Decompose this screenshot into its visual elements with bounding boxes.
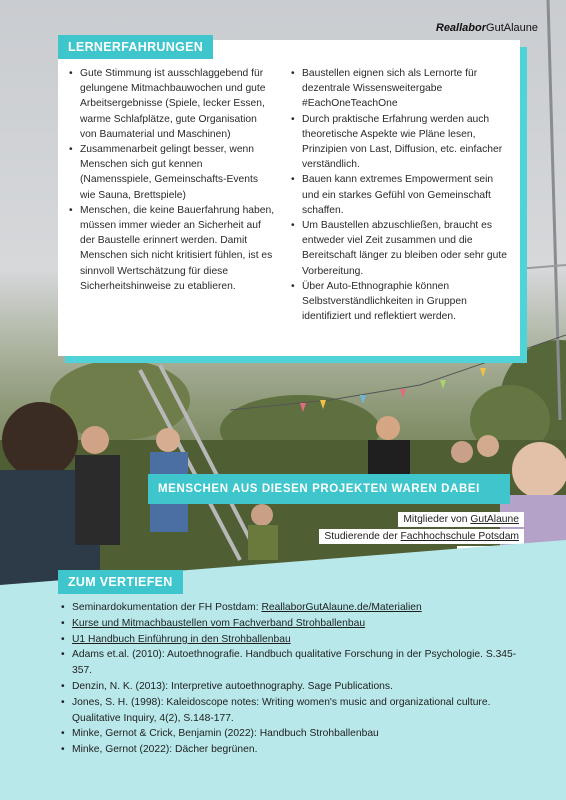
learning-item: • Um Baustellen abzuschließen, braucht es entweder viel Zeit zusammen und die Bereitschaft länger zu bleiben oder sehr gute Vorbereitung. [290, 218, 510, 279]
learning-item: • Bauen kann extremes Empowerment sein und ein starkes Gefühl von Gemeinschaft schaffen. [290, 172, 510, 218]
learning-item: • Über Auto-Ethnographie können Selbstverständlichkeiten in Gruppen identifiziert und reflektiert werden. [290, 279, 510, 325]
learning-item: • Menschen, die keine Bauerfahrung haben, müssen immer wieder an Sicherheit auf der Baustelle erinnert werden. Damit Menschen sich nicht kritisiert fühlen, ist es sinnvoll Wertschätzung für diese Sicherheitshinweise zu etablieren. [68, 203, 276, 294]
gutalaune-link[interactable]: GutAlaune [470, 514, 519, 525]
courses-link[interactable]: Kurse und Mitmachbaustellen vom Fachverband Strohballenbau [72, 617, 366, 629]
learnings-right-column [290, 66, 510, 324]
list-item: • Minke, Gernot & Crick, Benjamin (2022): Handbuch Strohballenbau [60, 726, 530, 742]
list-item [60, 632, 530, 648]
learnings-left-column [68, 66, 276, 294]
brand-logo: ReallaborGutAlaune [435, 22, 538, 34]
participants-students: Studierende der Fachhochschule Potsdam [319, 529, 524, 544]
handbook-link[interactable]: U1 Handbuch Einführung in den Strohballenbau [72, 633, 291, 645]
learning-item: • Baustellen eignen sich als Lernorte für dezentrale Wissensweitergabe #EachOneTeachOne [290, 66, 510, 112]
learning-item: • Zusammenarbeit gelingt besser, wenn Menschen sich gut kennen (Namensspiele, Gemeinschafts-Events wie Sauna, Brettspiele) [68, 142, 276, 203]
participants-heading: MENSCHEN AUS DIESEN PROJEKTEN WAREN DABEI [148, 474, 510, 504]
list-item: • Seminardokumentation der FH Postdam: ReallaborGutAlaune.de/Materialien [60, 600, 530, 616]
learnings-heading: LERNERFAHRUNGEN [58, 35, 213, 59]
learning-item: • Gute Stimmung ist ausschlaggebend für gelungene Mitmachbauwochen und gute Arbeitsergebnisse (Spiele, lecker Essen, warme Schlafplätze, gute Organisation von Baumaterial und Maschinen) [68, 66, 276, 142]
learning-item: • Durch praktische Erfahrung werden auch theoretische Aspekte wie Pläne lesen, Prinzipien von Last, Diffusion, etc. einfacher verständlich. [290, 112, 510, 173]
further-reading-heading: ZUM VERTIEFEN [58, 570, 183, 594]
reference-list [60, 600, 530, 758]
list-item: • Minke, Gernot (2022): Dächer begrünen. [60, 742, 530, 758]
list-item: • Denzin, N. K. (2013): Interpretive autoethnography. Sage Publications. [60, 679, 530, 695]
fh-potsdam-link[interactable]: Fachhochschule Potsdam [400, 531, 519, 542]
participants-members: Mitglieder von GutAlaune [398, 512, 524, 527]
list-item: • Jones, S. H. (1998): Kaleidoscope notes: Writing women's music and organizational culture. Qualitative Inquiry, 4(2), S.148-177. [60, 695, 530, 727]
seminar-link[interactable]: ReallaborGutAlaune.de/Materialien [261, 602, 422, 613]
list-item: • Adams et.al. (2010): Autoethnografie. Handbuch qualitative Forschung in der Psychologie. S.345-357. [60, 647, 530, 679]
list-item [60, 616, 530, 632]
